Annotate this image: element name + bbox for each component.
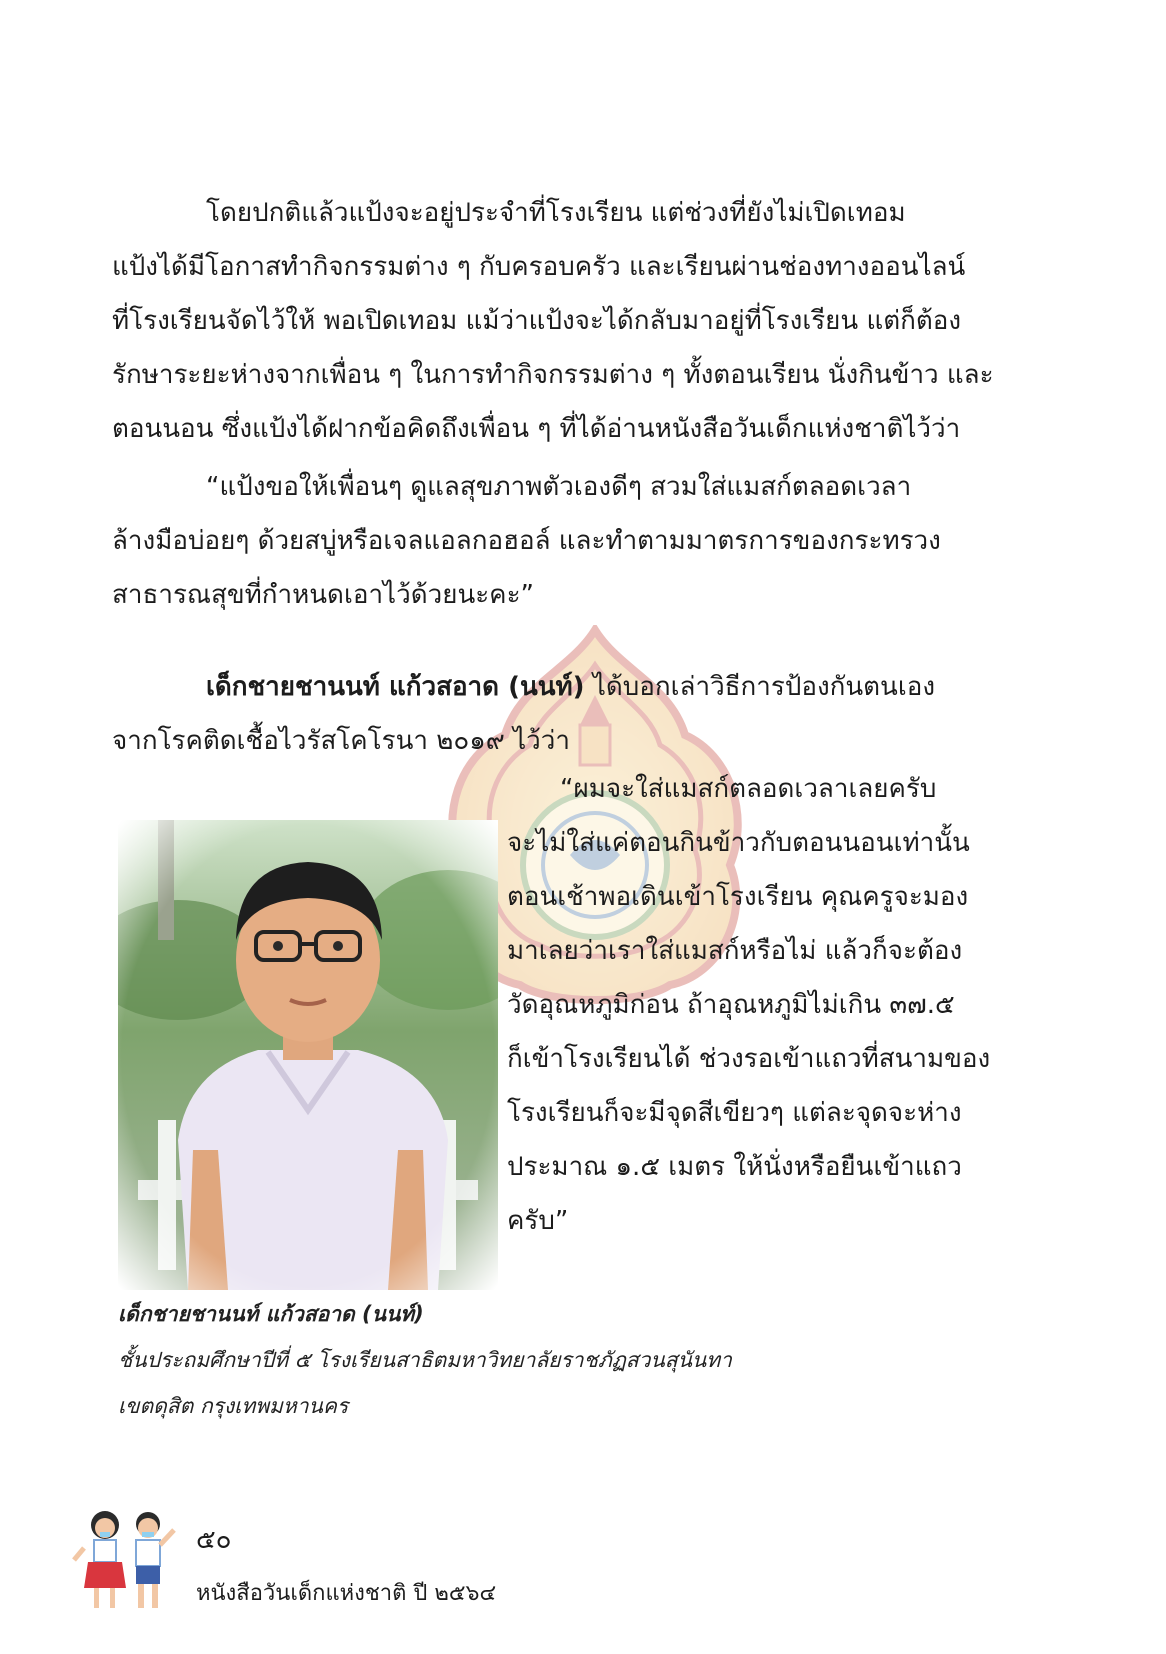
nont-quote-line-2: จะไม่ใส่แค่ตอนกินข้าวกับตอนนอนเท่านั้น — [507, 828, 970, 858]
intro-line-5: ตอนนอน ซึ่งแป้งได้ฝากข้อคิดถึงเพื่อน ๆ ที่ได้อ่านหนังสือวันเด็กแห่งชาติไว้ว่า — [112, 414, 961, 444]
nont-quote-line-3: ตอนเช้าพอเดินเข้าโรงเรียน คุณครูจะมอง — [507, 882, 969, 912]
student-portrait-photo — [118, 820, 498, 1290]
quote-line-2: ล้างมือบ่อยๆ ด้วยสบู่หรือเจลแอลกอฮอล์ และทำตามมาตรการของกระทรวง — [112, 526, 941, 556]
intro-line-3: ที่โรงเรียนจัดไว้ให้ พอเปิดเทอม แม้ว่าแป้งจะได้กลับมาอยู่ที่โรงเรียน แต่ก็ต้อง — [112, 306, 962, 336]
nont-intro-line-2: จากโรคติดเชื้อไวรัสโคโรนา ๒๐๑๙ ไว้ว่า — [112, 726, 570, 756]
caption-school: ชั้นประถมศึกษาปีที่ ๕ โรงเรียนสาธิตมหาวิทยาลัยราชภัฏสวนสุนันทา — [118, 1348, 732, 1372]
caption-name: เด็กชายชานนท์ แก้วสอาด (นนท์) — [118, 1302, 424, 1326]
quote-line-1: “แป้งขอให้เพื่อนๆ ดูแลสุขภาพตัวเองดีๆ สวมใส่แมสก์ตลอดเวลา — [206, 472, 912, 502]
caption-district: เขตดุสิต กรุงเทพมหานคร — [118, 1394, 349, 1418]
nont-quote-line-8: ประมาณ ๑.๕ เมตร ให้นั่งหรือยืนเข้าแถว — [507, 1152, 962, 1182]
page-number: ๕๐ — [196, 1525, 232, 1555]
book-title: หนังสือวันเด็กแห่งชาติ ปี ๒๕๖๔ — [196, 1581, 497, 1606]
nont-intro-rest: ได้บอกเล่าวิธีการป้องกันตนเอง — [584, 672, 936, 702]
intro-line-1: โดยปกติแล้วแป้งจะอยู่ประจำที่โรงเรียน แต่ช่วงที่ยังไม่เปิดเทอม — [206, 198, 906, 228]
nont-quote-line-9: ครับ” — [507, 1206, 569, 1236]
nont-quote-line-1: “ผมจะใส่แมสก์ตลอดเวลาเลยครับ — [560, 774, 937, 804]
nont-quote-line-4: มาเลยว่าเราใส่แมสก์หรือไม่ แล้วก็จะต้อง — [507, 936, 963, 966]
intro-line-4: รักษาระยะห่างจากเพื่อน ๆ ในการทำกิจกรรมต่าง ๆ ทั้งตอนเรียน นั่งกินข้าว และ — [112, 360, 994, 390]
nont-quote-line-7: โรงเรียนก็จะมีจุดสีเขียวๆ แต่ละจุดจะห่าง — [507, 1098, 962, 1128]
nont-intro-line-1 — [206, 670, 935, 704]
nont-quote-line-6: ก็เข้าโรงเรียนได้ ช่วงรอเข้าแถวที่สนามของ — [507, 1044, 991, 1074]
intro-line-2: แป้งได้มีโอกาสทำกิจกรรมต่าง ๆ กับครอบครัว และเรียนผ่านช่องทางออนไลน์ — [112, 252, 966, 282]
children-illustration — [70, 1500, 180, 1620]
nont-quote-line-5: วัดอุณหภูมิก่อน ถ้าอุณหภูมิไม่เกิน ๓๗.๕ — [507, 990, 955, 1020]
nont-name-bold: เด็กชายชานนท์ แก้วสอาด (นนท์) — [206, 672, 585, 702]
quote-line-3: สาธารณสุขที่กำหนดเอาไว้ด้วยนะคะ” — [112, 580, 535, 610]
